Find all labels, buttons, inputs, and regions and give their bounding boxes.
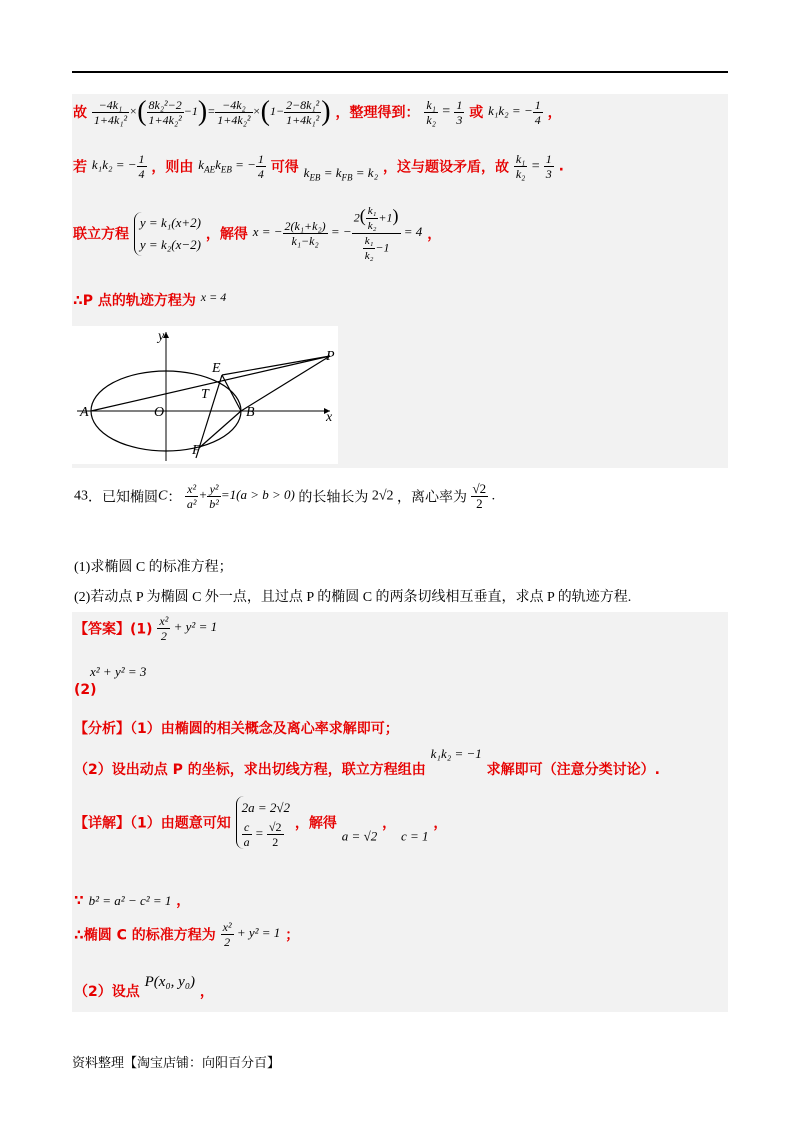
detail-line-4 [74, 974, 214, 1001]
problem-stem-end: . [491, 488, 496, 504]
line2-condition: k₁k₂ = − $\frac{1}{4}$ [91, 152, 145, 181]
line-AP [91, 356, 330, 411]
detail-text-2a: ∵ [74, 893, 84, 909]
line2-expression2: $k_{EB} = k_{FB} = k_2$ [303, 164, 379, 183]
line1-result2: k₁k₂ = − $\frac{1}{4}$ [488, 97, 541, 127]
detail-end-1: ， [433, 815, 448, 832]
line1-expression: $\frac{\text{−4k₁}}{\text{1+4k₁²}}$ ×( $\frac{\text{8k₂²−2}}{\text{1+4k₂²}}$ −1)= $\frac{\text{−4k₂}}{\text{1+4k₂²}}$ ×(1− $\frac{\text{2−8k₁²}}{\text{1+4k₁²}}$ ) [93, 96, 331, 127]
analysis-expression: k₁k₂ = −1 [430, 746, 482, 761]
label-E: E [212, 361, 221, 376]
problem-stem-colon: ： [167, 490, 182, 506]
line3-end: ， [427, 226, 442, 243]
line2-end: . [558, 158, 564, 175]
line1-end: ， [547, 105, 562, 121]
line2-mid: ，则由 [151, 159, 194, 176]
line2-expression: $k_{AE}k_{EB}$ = − $\frac{1}{4}$ [198, 152, 264, 181]
answer-1-expression: $\frac{\text{x²}}{2}$ + y² = 1 [159, 614, 218, 643]
line2-result: $\frac{\text{k₁}}{\text{k₂}}$ = $\frac{1}{3}$ [515, 152, 552, 181]
line3-prefix: 联立方程 [73, 226, 129, 243]
detail-separator: ， [382, 815, 397, 832]
line1-mid: ，整理得到： [335, 105, 420, 121]
line2-mid2: 可得 [270, 159, 299, 176]
detail-line-2 [74, 890, 190, 910]
detail-line-3 [74, 920, 299, 960]
problem-stem-a: ．已知椭圆 [88, 490, 158, 506]
problem-stem-c: C [158, 488, 168, 504]
detail-line-1 [74, 796, 447, 866]
line2-mid3: ，这与题设矛盾，故 [382, 159, 509, 176]
line3-mid: ，解得 [205, 226, 248, 243]
detail-text-4a: （2）设点 [74, 984, 140, 1000]
problem-length: 2√2 [371, 488, 394, 504]
label-P: P [326, 349, 335, 364]
solution-line-3 [73, 204, 441, 278]
label-O: O [154, 405, 165, 420]
ellipse-diagram [72, 326, 338, 464]
question-1: (1)求椭圆 C 的标准方程； [74, 560, 233, 575]
label-F: F [192, 443, 201, 458]
line3-system: y = k₁(x+2) y = k₂(x−2) [134, 212, 201, 256]
detail-end-4: ， [199, 984, 214, 1000]
solution-line-4 [73, 290, 226, 310]
page-footer: 资料整理【淘宝店铺：向阳百分百】 [72, 1056, 281, 1071]
detail-text-3a: ∴椭圆 C 的标准方程为 [74, 927, 216, 944]
label-x: x [326, 410, 333, 425]
detail-end-2: ， [176, 893, 191, 909]
line1-or: 或 [469, 105, 484, 121]
problem-number: 43 [74, 488, 88, 504]
detail-expression-2: b² = a² − c² = 1 [88, 893, 172, 908]
detail-result-a: a = √2 [341, 828, 378, 844]
detail-text-1b: ，解得 [294, 815, 337, 832]
line4-expression: x = 4 [200, 290, 227, 304]
detail-text-1a: （1）由题意可知 [130, 815, 231, 832]
detail-expression-4: P(x₀, y₀) [144, 974, 196, 990]
question-2: (2)若动点 P 为椭圆 C 外一点，且过点 P 的椭圆 C 的两条切线相互垂直，求点 P 的轨迹方程. [74, 590, 632, 605]
answer-label-2: (2) [74, 682, 97, 698]
analysis-line-1 [74, 718, 399, 738]
problem-eccentricity: $\frac{√2}{2}$ [472, 481, 487, 511]
analysis-text-1: （1）由椭圆的相关概念及离心率求解即可； [130, 721, 399, 737]
answer-line-1 [74, 614, 217, 654]
detail-system: 2a = 2√2 $\frac{c}{a}$ = $\frac{√2}{2}$ [236, 796, 290, 849]
line2-prefix: 若 [73, 159, 87, 176]
solution-line-2 [73, 152, 564, 192]
analysis-text-2a: （2）设出动点 P 的坐标，求出切线方程，联立方程组由 [74, 762, 426, 778]
solution-line-1 [73, 96, 562, 140]
detail-expression-3: $\frac{\text{x²}}{2}$ + y² = 1 [222, 920, 281, 949]
analysis-line-2 [74, 746, 660, 786]
answer-2-expression: x² + y² = 3 [90, 664, 147, 679]
line1-result: $\frac{\text{k₁}}{\text{k₂}}$ = $\frac{1}{3}$ [426, 97, 463, 127]
label-T: T [201, 387, 209, 402]
answer-label: 【答案】(1) [74, 621, 153, 638]
header-rule [72, 71, 728, 73]
analysis-label: 【分析】 [74, 721, 130, 737]
problem-equation: $\frac{\text{x²}}{\text{a²}}$ + $\frac{\text{y²}}{\text{b²}}$ =1(a > b > 0) [186, 482, 295, 511]
line1-prefix: 故 [73, 105, 87, 121]
line-EB [222, 375, 241, 411]
label-A: A [80, 405, 89, 420]
detail-result-c: c = 1 [400, 828, 429, 844]
detail-end-3: ； [285, 927, 300, 944]
problem-stem-c2: ，离心率为 [397, 490, 468, 506]
label-B: B [246, 405, 255, 420]
detail-label: 【详解】 [74, 815, 130, 832]
ellipse-figure [72, 326, 338, 464]
line4-text: ∴P 点的轨迹方程为 [73, 293, 196, 309]
line3-expression: x = − $\frac{\text{2(k₁+k₂)}}{\text{k₁−k₂}}$ = − 2( $\frac{\text{k₁}}{\text{k₂}}$ +1) $\frac{\text{k₁}}{\text{k₂}}$ −1 = 4 [252, 205, 423, 262]
label-y: y [158, 329, 165, 344]
problem-stem-b: 的长轴长为 [298, 490, 369, 506]
problem-stem [74, 482, 495, 528]
analysis-text-2b: 求解即可（注意分类讨论）. [486, 762, 660, 778]
